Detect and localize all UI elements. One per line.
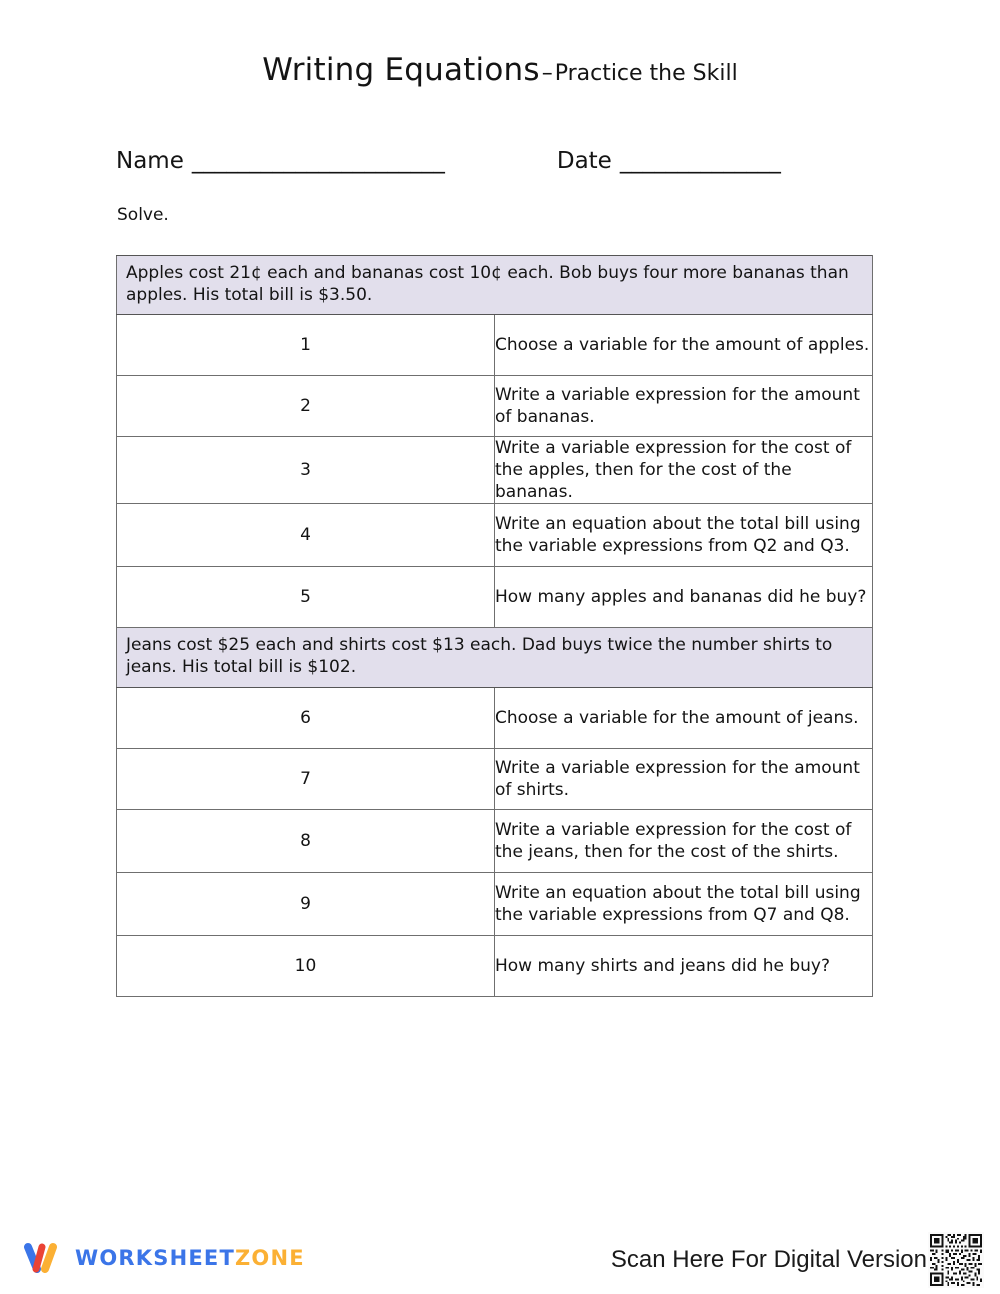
- table-row: [117, 872, 873, 935]
- question-text[interactable]: Write a variable expression for the amount of bananas.: [495, 376, 873, 437]
- page-footer: [0, 1229, 1000, 1294]
- question-number: 6: [117, 687, 495, 748]
- question-number: 5: [117, 567, 495, 628]
- question-number: 3: [117, 437, 495, 504]
- name-date-row: [116, 148, 884, 174]
- question-text[interactable]: Choose a variable for the amount of jeans.: [495, 687, 873, 748]
- question-number: 1: [117, 315, 495, 376]
- table-row: [117, 567, 873, 628]
- table-row: [117, 504, 873, 567]
- table-row: [117, 437, 873, 504]
- question-number: 10: [117, 935, 495, 996]
- table-row: [117, 809, 873, 872]
- question-text[interactable]: Write a variable expression for the amount of shirts.: [495, 748, 873, 809]
- qr-code-icon[interactable]: [928, 1232, 984, 1288]
- logo-text-primary: WORKSHEET: [75, 1246, 235, 1270]
- name-input-line[interactable]: ______________________: [191, 148, 445, 174]
- page-title-main: Writing Equations: [262, 52, 540, 88]
- table-row: [117, 935, 873, 996]
- instruction-text: Solve.: [117, 205, 169, 225]
- problem-prompt-row: [117, 256, 873, 315]
- question-text[interactable]: Write a variable expression for the cost of the apples, then for the cost of the bananas.: [495, 437, 873, 504]
- worksheet-table: [116, 255, 873, 997]
- question-text[interactable]: How many shirts and jeans did he buy?: [495, 935, 873, 996]
- question-number: 8: [117, 809, 495, 872]
- table-row: [117, 687, 873, 748]
- question-text[interactable]: Write a variable expression for the cost of the jeans, then for the cost of the shirts.: [495, 809, 873, 872]
- date-input-line[interactable]: ______________: [619, 148, 781, 174]
- page-title: [0, 0, 1000, 88]
- logo-text: [75, 1246, 305, 1270]
- question-text[interactable]: Write an equation about the total bill using the variable expressions from Q7 and Q8.: [495, 872, 873, 935]
- page-title-subtitle: Practice the Skill: [554, 61, 738, 86]
- problem-prompt-text: Jeans cost $25 each and shirts cost $13 each. Dad buys twice the number shirts to jeans. His total bill is $102.: [117, 628, 873, 687]
- logo-w-mark-icon: [22, 1239, 64, 1277]
- question-number: 4: [117, 504, 495, 567]
- page-title-dash: –: [541, 61, 553, 86]
- question-text[interactable]: Write an equation about the total bill using the variable expressions from Q2 and Q3.: [495, 504, 873, 567]
- table-row: [117, 748, 873, 809]
- question-text[interactable]: Choose a variable for the amount of apples.: [495, 315, 873, 376]
- name-field-group: [116, 148, 445, 174]
- date-field-group: [557, 148, 781, 174]
- name-label: Name: [116, 148, 184, 174]
- logo-text-secondary: ZONE: [234, 1246, 305, 1270]
- table-row: [117, 315, 873, 376]
- question-number: 9: [117, 872, 495, 935]
- question-text[interactable]: How many apples and bananas did he buy?: [495, 567, 873, 628]
- question-number: 2: [117, 376, 495, 437]
- question-number: 7: [117, 748, 495, 809]
- problem-prompt-text: Apples cost 21¢ each and bananas cost 10¢ each. Bob buys four more bananas than apples. His total bill is $3.50.: [117, 256, 873, 315]
- date-label: Date: [556, 148, 612, 174]
- scan-instruction-text: Scan Here For Digital Version: [610, 1246, 927, 1273]
- worksheet-zone-logo[interactable]: [22, 1239, 305, 1277]
- problem-prompt-row: [117, 628, 873, 687]
- table-row: [117, 376, 873, 437]
